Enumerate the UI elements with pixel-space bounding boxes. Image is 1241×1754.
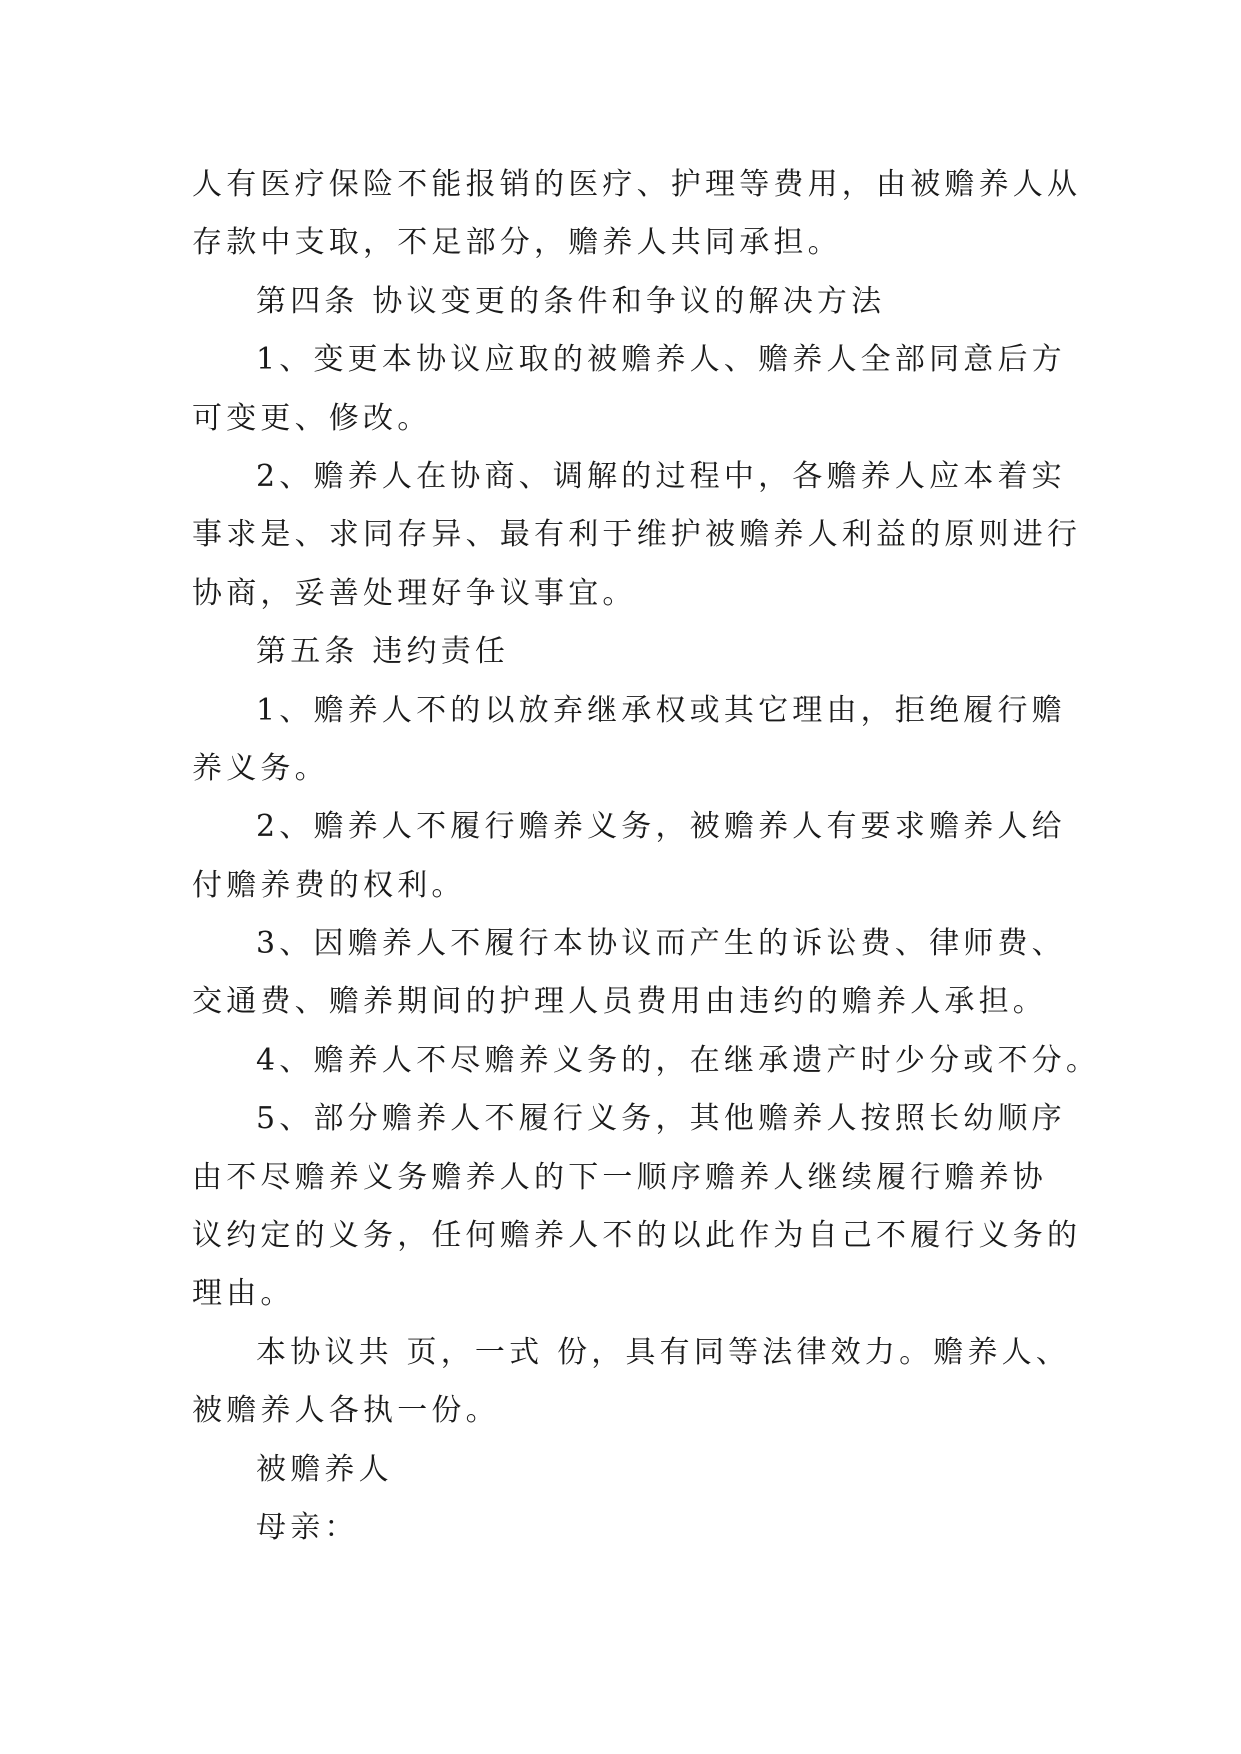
signature-label-mother: 母亲： [256,1509,359,1545]
text-line: 2、赡养人在协商、调解的过程中，各赡养人应本着实 [256,458,1066,494]
text-line: 本协议共 页，一式 份，具有同等法律效力。赡养人、 [256,1334,1071,1370]
text-line: 交通费、赡养期间的护理人员费用由违约的赡养人承担。 [192,984,1047,1020]
text-line: 1、赡养人不的以放弃继承权或其它理由，拒绝履行赡 [256,692,1066,728]
text-line: 4、赡养人不尽赡养义务的，在继承遗产时少分或不分。 [256,1042,1101,1078]
text-line: 可变更、修改。 [192,400,432,436]
text-line: 付赡养费的权利。 [192,867,466,903]
text-line: 议约定的义务，任何赡养人不的以此作为自己不履行义务的 [192,1218,1082,1254]
document-body [192,156,1101,1557]
text-line: 1、变更本协议应取的被赡养人、赡养人全部同意后方 [256,342,1066,378]
text-line: 由不尽赡养义务赡养人的下一顺序赡养人继续履行赡养协 [192,1159,1047,1195]
text-line: 协商，妥善处理好争议事宜。 [192,575,637,611]
text-line: 理由。 [192,1276,295,1312]
section-heading-article-5: 第五条 违约责任 [256,634,510,670]
text-line: 人有医疗保险不能报销的医疗、护理等费用，由被赡养人从 [192,167,1082,202]
text-line: 被赡养人各执一份。 [192,1393,500,1429]
text-line: 3、因赡养人不履行本协议而产生的诉讼费、律师费、 [256,926,1066,962]
text-line: 存款中支取，不足部分，赡养人共同承担。 [192,225,842,261]
text-line: 2、赡养人不履行赡养义务，被赡养人有要求赡养人给 [256,809,1066,845]
text-line: 养义务。 [192,750,329,786]
text-line: 5、部分赡养人不履行义务，其他赡养人按照长幼顺序 [256,1101,1066,1137]
section-heading-article-4: 第四条 协议变更的条件和争议的解决方法 [256,283,886,319]
text-line: 事求是、求同存异、最有利于维护被赡养人利益的原则进行 [192,517,1082,553]
signature-label-supported-person: 被赡养人 [256,1451,393,1487]
